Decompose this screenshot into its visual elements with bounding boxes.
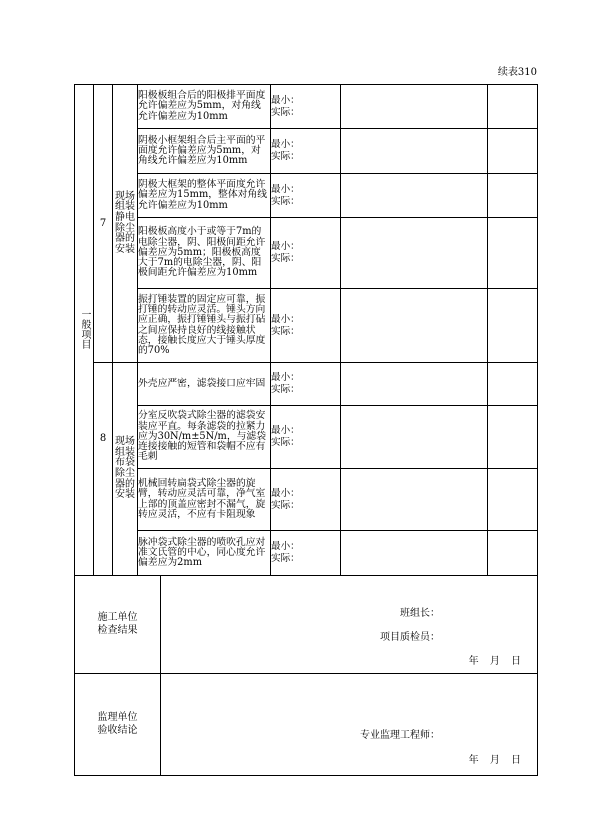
min-label: 最小： — [271, 183, 300, 195]
min-actual-cell — [271, 174, 341, 218]
construction-unit-title-line: 施工单位 — [97, 612, 138, 623]
blank-cell — [488, 469, 538, 531]
actual-label: 实际： — [271, 253, 300, 264]
check-row — [75, 469, 538, 531]
min-label: 最小： — [271, 313, 300, 325]
check-row — [75, 85, 538, 129]
blank-cell — [488, 406, 538, 469]
blank-cell — [488, 363, 538, 406]
actual-label: 实际： — [271, 437, 300, 448]
blank-cell — [341, 289, 488, 363]
construction-unit-row — [75, 576, 538, 674]
requirement-cell — [138, 129, 271, 174]
construction-sign-area — [161, 576, 537, 672]
supervision-unit-title-line: 监理单位 — [97, 712, 138, 723]
min-label: 最小： — [271, 94, 300, 106]
min-actual-cell — [271, 363, 341, 406]
requirement-text: 振打锤装置的固定应可靠，振打锤的转动应灵活。锤头方向应正确，振打锤锤头与振打砧之间应保持良好的线接触状态，接触长度应大于锤头厚度的70% — [138, 293, 266, 356]
requirement-text: 分室反吹袋式除尘器的滤袋安装应平直。每条滤袋的拉紧力应为30N/m±5N/m，与滤袋连接接触的短管和袋帽不应有毛刺 — [138, 410, 267, 463]
requirement-text: 阳极板高度小于或等于7m的电除尘器，阴、阳极间距允许偏差应为5mm；阳极板高度大于7m的电除尘器，阴、阳极间距允许偏差应为10mm — [138, 226, 266, 279]
supervision-sign-area — [161, 674, 537, 774]
item-number-cell — [94, 363, 113, 576]
requirement-cell — [138, 289, 271, 363]
quality-inspector-label: 项目质检员： — [380, 632, 440, 643]
blank-cell — [341, 363, 488, 406]
requirement-text: 阴极小框架组合后主平面的平面度允许偏差应为5mm，对角线允许偏差应为10mm — [138, 134, 266, 167]
actual-label: 实际： — [271, 195, 300, 207]
team-leader-label: 班组长： — [400, 608, 440, 619]
min-label: 最小： — [271, 372, 300, 383]
item-name: 现场组装布袋除尘器的安装 — [115, 436, 135, 501]
blank-cell — [488, 289, 538, 363]
blank-cell — [488, 129, 538, 174]
actual-label: 实际： — [271, 325, 300, 337]
blank-cell — [341, 85, 488, 129]
requirement-text: 阳极板组合后的阳极排平面度允许偏差应为5mm，对角线允许偏差应为10mm — [138, 90, 266, 122]
blank-cell — [341, 218, 488, 289]
supervision-unit-title-line: 验收结论 — [97, 724, 138, 736]
construction-unit-title-line: 检查结果 — [97, 624, 138, 636]
item-number-cell — [94, 85, 113, 363]
blank-cell — [488, 174, 538, 218]
min-label: 最小： — [271, 139, 300, 150]
requirement-text: 脉冲袋式除尘器的喷吹孔应对准文氏管的中心，同心度允许偏差应为2mm — [138, 536, 266, 569]
actual-label: 实际： — [271, 499, 300, 511]
item-number: 8 — [99, 433, 107, 444]
check-row — [75, 363, 538, 406]
actual-label: 实际： — [271, 553, 300, 564]
requirement-cell — [138, 406, 271, 469]
actual-label: 实际： — [271, 106, 300, 118]
construction-unit-sign-cell — [161, 576, 538, 674]
requirement-cell — [138, 363, 271, 406]
check-row — [75, 531, 538, 576]
supervision-date-label: 年 月 日 — [468, 755, 521, 766]
min-actual-cell — [271, 289, 341, 363]
check-row — [75, 289, 538, 363]
supervision-unit-title-cell — [75, 674, 161, 776]
min-label: 最小： — [271, 487, 300, 499]
blank-cell — [341, 406, 488, 469]
blank-cell — [341, 469, 488, 531]
blank-cell — [341, 129, 488, 174]
blank-cell — [488, 218, 538, 289]
item-name-cell — [113, 85, 138, 363]
construction-date-label: 年 月 日 — [468, 656, 521, 667]
min-actual-cell — [271, 218, 341, 289]
min-label: 最小： — [271, 541, 300, 552]
item-number: 7 — [99, 217, 107, 229]
check-row — [75, 406, 538, 469]
min-actual-cell — [271, 85, 341, 129]
requirement-text: 机械回转扁袋式除尘器的旋臂，转动应灵活可靠，净气室上部的顶盖应密封不漏气，旋转应灵活，不应有卡阻现象 — [138, 478, 266, 520]
requirement-text: 外壳应严密，滤袋接口应牢固 — [138, 377, 266, 389]
construction-unit-title-cell — [75, 576, 161, 674]
min-actual-cell — [271, 129, 341, 174]
blank-cell — [341, 174, 488, 218]
blank-cell — [341, 531, 488, 576]
sheet-number: 续表310 — [497, 67, 537, 78]
item-name-cell — [113, 363, 138, 576]
item-name: 现场组装静电除尘器的安装 — [115, 190, 135, 255]
actual-label: 实际： — [271, 151, 300, 162]
check-row — [75, 218, 538, 289]
min-label: 最小： — [271, 241, 300, 252]
min-actual-cell — [271, 406, 341, 469]
general-items-label: 一般项目 — [79, 308, 90, 349]
check-row — [75, 174, 538, 218]
blank-cell — [488, 85, 538, 129]
inspection-table — [74, 84, 538, 776]
requirement-text: 阴极大框架的整体平面度允许偏差应为15mm，整体对角线允许偏差应为10mm — [138, 179, 268, 211]
requirement-cell — [138, 85, 271, 129]
supervising-engineer-label: 专业监理工程师： — [360, 730, 440, 741]
min-label: 最小： — [271, 425, 300, 436]
requirement-cell — [138, 174, 271, 218]
blank-cell — [488, 531, 538, 576]
general-items-cell — [75, 85, 94, 576]
min-actual-cell — [271, 469, 341, 531]
min-actual-cell — [271, 531, 341, 576]
requirement-cell — [138, 531, 271, 576]
supervision-unit-sign-cell — [161, 674, 538, 776]
requirement-cell — [138, 469, 271, 531]
check-row — [75, 129, 538, 174]
actual-label: 实际： — [271, 384, 300, 395]
supervision-unit-row — [75, 674, 538, 776]
requirement-cell — [138, 218, 271, 289]
